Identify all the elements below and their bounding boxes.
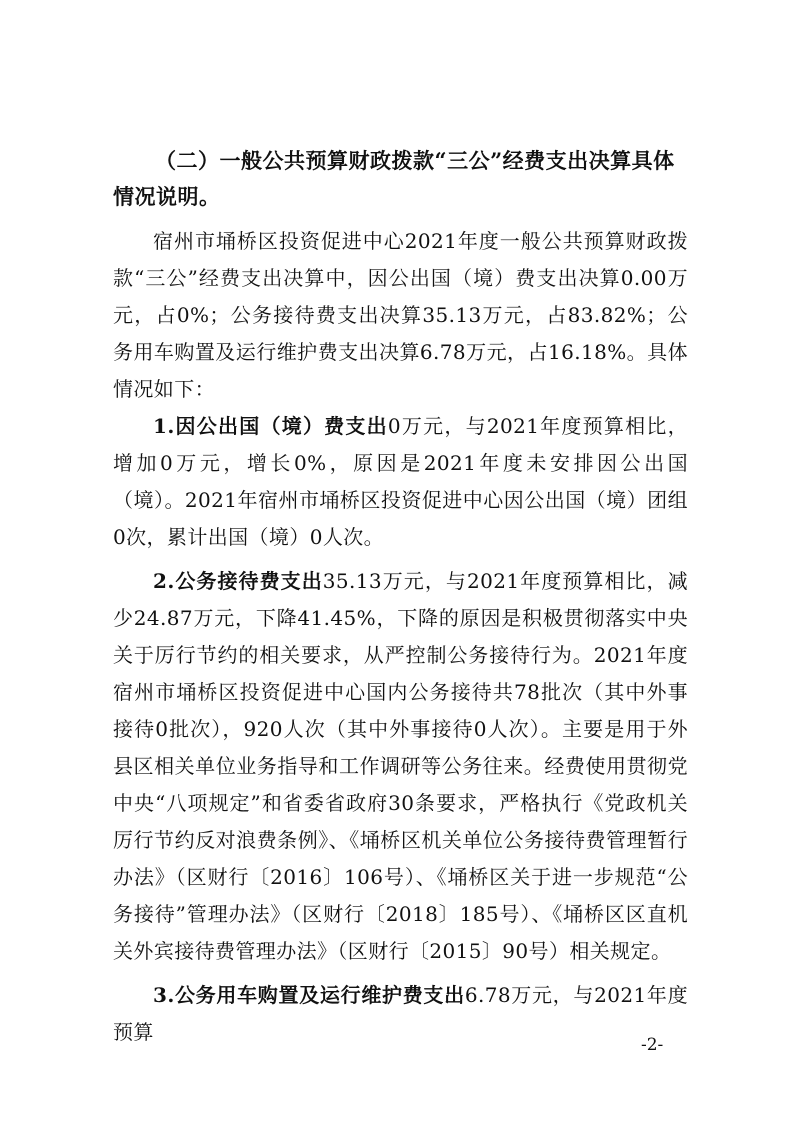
item-3-title: 3.公务用车购置及运行维护费支出	[153, 983, 465, 1007]
summary-paragraph: 宿州市埇桥区投资促进中心2021年度一般公共预算财政拨款“三公”经费支出决算中，因公出国（境）费支出决算0.00万元，占0%；公务接待费支出决算35.13万元，占83.82%；公务用车购置及运行维护费支出决算6.78万元，占16.18%。具体情况如下：	[113, 229, 688, 401]
section-heading: （二）一般公共预算财政拨款“三公”经费支出决算具体情况说明。	[113, 148, 675, 209]
item-3-body: 6.78万元，与2021年度预算	[113, 983, 689, 1044]
item-1-title: 1.因公出国（境）费支出	[153, 414, 388, 438]
item-1-body: 0万元，与2021年度预算相比，增加0万元，增长0%，原因是2021年度未安排因公出国（境）。2021年宿州市埇桥区投资促进中心因公出国（境）团组0次，累计出国（境）0人次。	[113, 414, 688, 549]
page-number: -2-	[641, 1035, 664, 1055]
item-3-paragraph	[113, 977, 688, 1051]
item-2-body: 35.13万元，与2021年度预算相比，减少24.87万元，下降41.45%，下降的原因是积极贯彻落实中央关于厉行节约的相关要求，从严控制公务接待行为。2021年度宿州市埇桥区投资促进中心国内公务接待共78批次（其中外事接待0批次），920人次（其中外事接待0人次）。主要是用于外县区相关单位业务指导和工作调研等公务往来。经费使用贯彻党中央“八项规定”和省委省政府30条要求，严格执行《党政机关厉行节约反对浪费条例》、《埇桥区机关单位公务接待费管理暂行办法》（区财行〔2016〕106号）、《埇桥区关于进一步规范“公务接待”管理办法》（区财行〔2018〕185号）、《埇桥区区直机关外宾接待费管理办法》（区财行〔2015〕90号）相关规定。	[113, 569, 688, 963]
item-2-title: 2.公务接待费支出	[153, 569, 323, 593]
item-2-paragraph	[113, 563, 688, 970]
item-1-paragraph	[113, 408, 688, 556]
document-body	[113, 143, 688, 1051]
